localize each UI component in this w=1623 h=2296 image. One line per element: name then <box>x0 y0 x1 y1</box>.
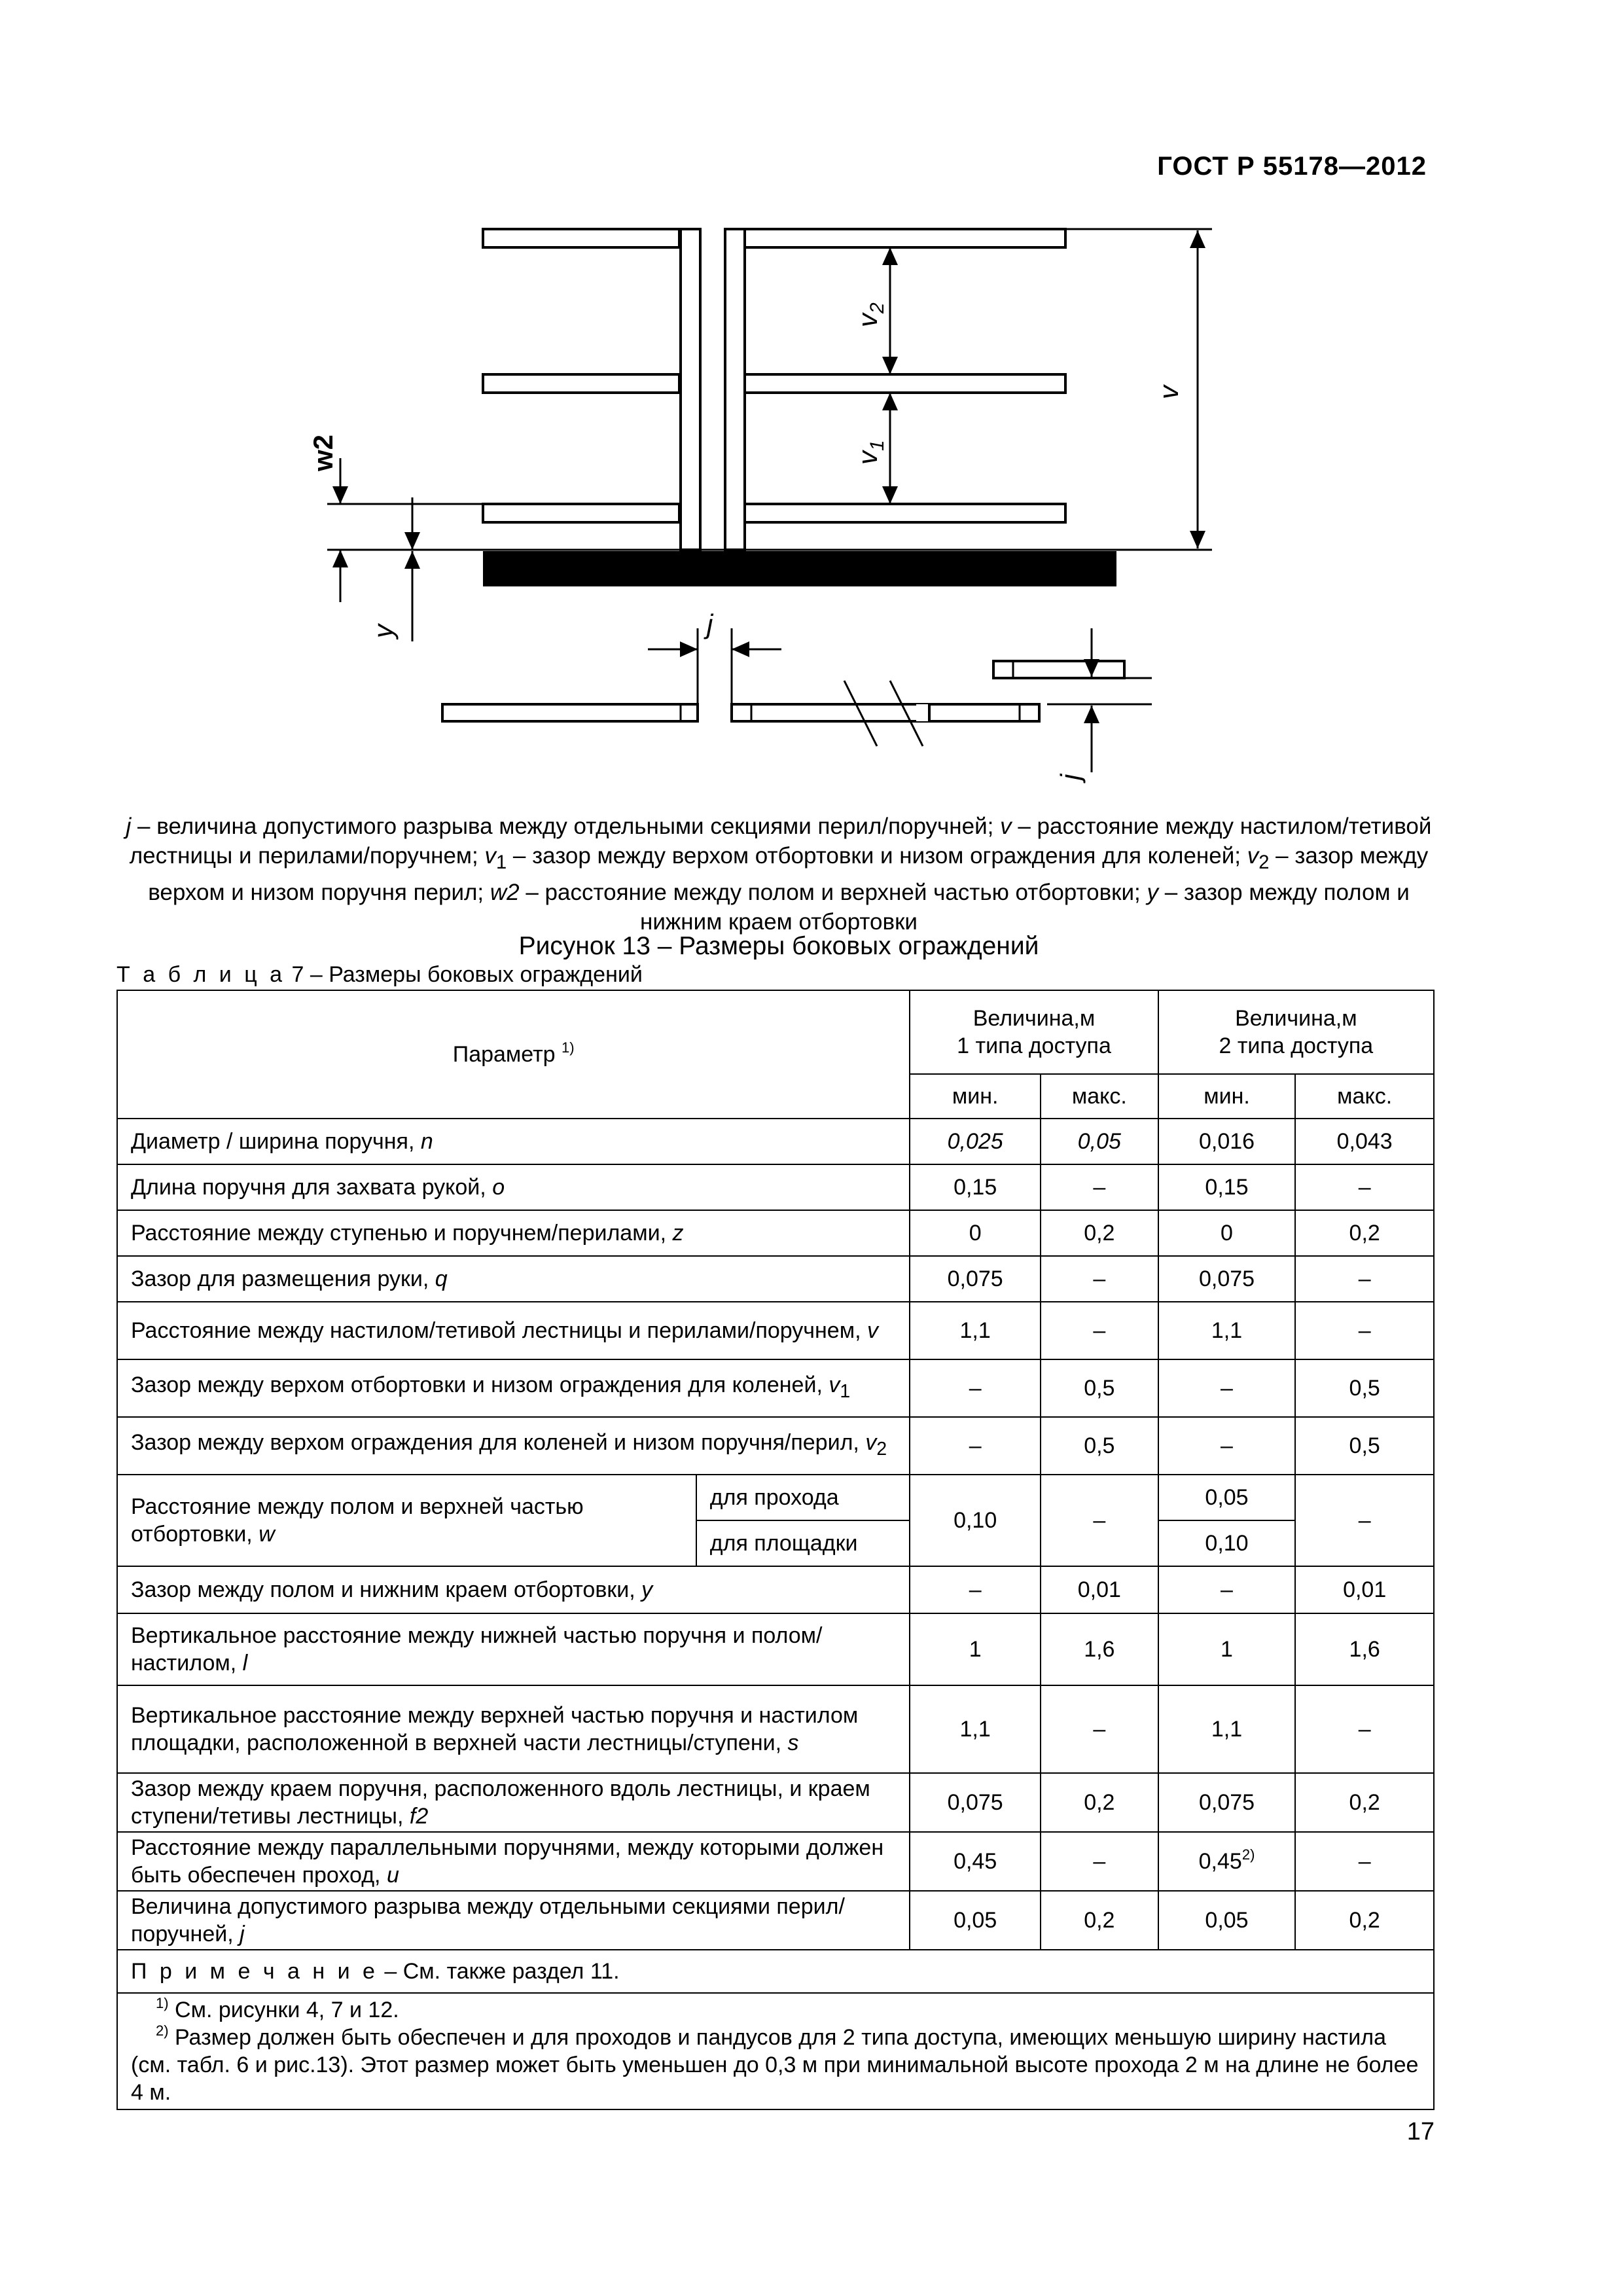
table-row: Вертикальное расстояние между нижней частью поручня и полом/настилом, l 1 1,6 1 1,6 <box>117 1613 1434 1685</box>
guardrail-dimensions-table <box>116 990 1435 2110</box>
right-top-rail <box>745 229 1065 247</box>
v2-label: $v_2$ <box>852 302 888 327</box>
page-number: 17 <box>1406 2118 1435 2145</box>
left-post <box>681 229 700 550</box>
table-note: П р и м е ч а н и е – См. также раздел 11. <box>117 1950 1434 1993</box>
guardrail-dimensions-figure <box>262 209 1283 798</box>
table-row: Расстояние между ступенью и поручнем/перилами, z 0 0,2 0 0,2 <box>117 1210 1434 1256</box>
table-row: для площадки 0,10 <box>117 1520 1434 1566</box>
left-top-rail <box>483 229 679 247</box>
v1-label: $v_1$ <box>852 440 888 465</box>
table-row: Расстояние между полом и верхней частью отбортовки, w для прохода 0,10 – 0,05 – <box>117 1475 1434 1520</box>
max-header: макс. <box>1295 1074 1434 1119</box>
table-footnotes: $^{1)}$ См. рисунки 4, 7 и 12. $^{2)}$ Размер должен быть обеспечен и для проходов и пандусов для 2 типа доступа, имеющих меньшую ширину настила (см. табл. 6 и рис.13). Этот размер может быть уменьшен до 0,3 м при минимальной высоте прохода 2 м на длине не более 4 м. <box>117 1993 1434 2109</box>
y-label: y <box>368 624 399 638</box>
table-row: Вертикальное расстояние между верхней частью поручня и настилом площадки, расположенной в верхней части лестницы/ступени, s 1,1 – 1,1 – <box>117 1685 1434 1773</box>
param-header: Параметр $^{1)}$ <box>117 990 910 1119</box>
j-label-top: j <box>707 609 713 639</box>
table-row: Зазор между полом и нижним краем отбортовки, y – 0,01 – 0,01 <box>117 1566 1434 1613</box>
type2-header: Величина,м 2 типа доступа <box>1158 990 1434 1074</box>
table-row: Расстояние между настилом/тетивой лестницы и перилами/поручнем, v 1,1 – 1,1 – <box>117 1302 1434 1359</box>
table-title: Т а б л и ц а 7 – Размеры боковых ограждений <box>116 962 643 987</box>
table-row: Длина поручня для захвата рукой, o 0,15 – 0,15 – <box>117 1164 1434 1210</box>
right-post <box>725 229 745 550</box>
table-row: Зазор между краем поручня, расположенного вдоль лестницы, и краем ступени/тетивы лестницы, f2 0,075 0,2 0,075 0,2 <box>117 1773 1434 1832</box>
table-row: Величина допустимого разрыва между отдельными секциями перил/ поручней, j 0,05 0,2 0,05 0,2 <box>117 1891 1434 1950</box>
v-label: v <box>1153 386 1184 399</box>
min-header: мин. <box>910 1074 1041 1119</box>
table-row: Зазор для размещения руки, q 0,075 – 0,075 – <box>117 1256 1434 1302</box>
right-bottom-rail <box>745 504 1065 522</box>
min-header: мин. <box>1158 1074 1296 1119</box>
left-bottom-rail <box>483 504 679 522</box>
w2-label: w2 <box>308 434 338 471</box>
floor-slab <box>483 551 1116 586</box>
max-header: макс. <box>1041 1074 1158 1119</box>
table-row: Зазор между верхом отбортовки и низом ограждения для коленей, $v_1$ – 0,5 – 0,5 <box>117 1359 1434 1417</box>
document-header: ГОСТ Р 55178—2012 <box>1157 152 1427 181</box>
table-row: Расстояние между параллельными поручнями, между которыми должен быть обеспечен проход, u 0,45 – 0,45$^{2)}$ – <box>117 1832 1434 1891</box>
table-row: Диаметр / ширина поручня, n 0,025 0,05 0,016 0,043 <box>117 1119 1434 1164</box>
j-label-right: j <box>1055 774 1086 780</box>
type1-header: Величина,м 1 типа доступа <box>910 990 1158 1074</box>
right-middle-rail <box>745 374 1065 393</box>
table-row: Зазор между верхом ограждения для коленей и низом поручня/перил, $v_2$ – 0,5 – 0,5 <box>117 1417 1434 1475</box>
figure-legend: j – величина допустимого разрыва между отдельными секциями перил/поручней; v – расстояние между настилом/тетивой лестницы и перилами/поручнем; $v_1$ – зазор между верхом отбортовки и низом ограждения для коленей; $v_2$ – зазор между верхом и низом поручня перил; w2 – расстояние между полом и верхней частью отбортовки; y – зазор между полом и нижним краем отбортовки <box>126 814 1432 935</box>
figure-title: Рисунок 13 – Размеры боковых ограждений <box>518 932 1039 960</box>
left-middle-rail <box>483 374 679 393</box>
